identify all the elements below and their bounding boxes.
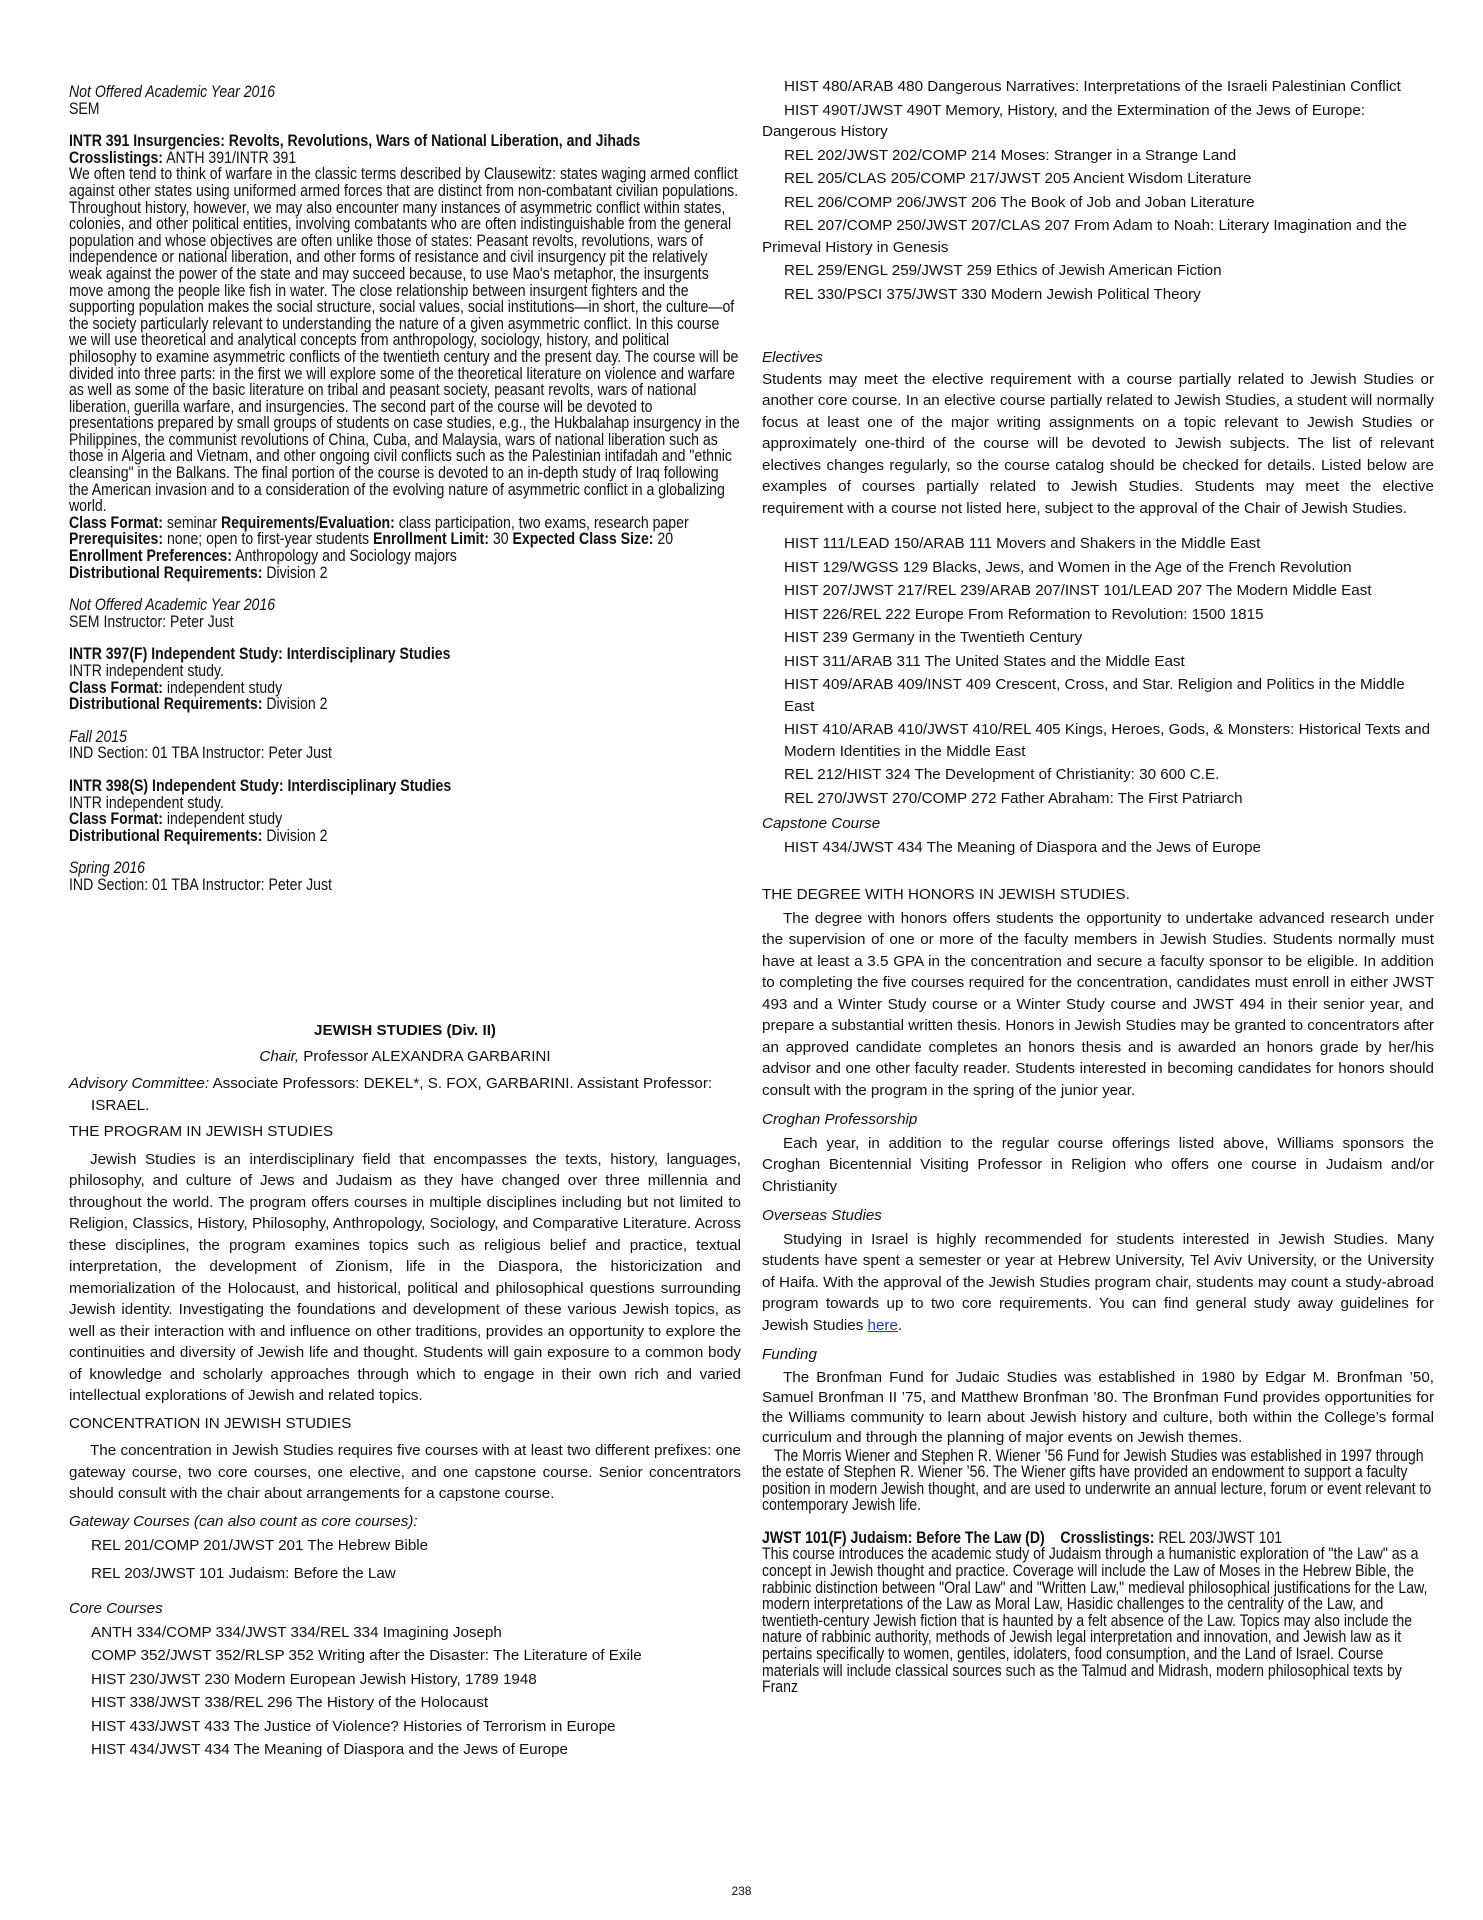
list-item: REL 270/JWST 270/COMP 272 Father Abraham: The First Patriarch xyxy=(784,789,1243,807)
program-heading: THE PROGRAM IN JEWISH STUDIES xyxy=(69,1123,334,1140)
format-code: SEM xyxy=(69,99,100,118)
advisory-committee xyxy=(69,1073,741,1116)
capstone-heading: Capstone Course xyxy=(762,815,881,832)
overseas-heading: Overseas Studies xyxy=(762,1207,882,1224)
list-item: REL 212/HIST 324 The Development of Christianity: 30 600 C.E. xyxy=(784,766,1220,783)
detail-label: Distributional Requirements: xyxy=(69,563,263,582)
concentration-text: The concentration in Jewish Studies requires five courses with at least two different prefixes: one gateway course, two core courses, one elective, and one capstone course. Senior concentrators should consult with the chair about arrangements for a capstone course. xyxy=(69,1442,741,1502)
funding-text: The Bronfman Fund for Judaic Studies was established in 1980 by Edgar M. Bronfman ’50, Samuel Bronfman II ’75, and Matthew Bronfman ’80. The Bronfman Fund provides opportunities for the Williams community to learn about Jewish history and culture, both within the College’s formal curriculum and through the planning of major events on Jewish themes. xyxy=(762,1368,1434,1446)
detail-value: Division 2 xyxy=(262,826,328,845)
list-item: REL 203/JWST 101 Judaism: Before the Law xyxy=(91,1564,396,1582)
course-title: JWST 101(F) Judaism: Before The Law (D) xyxy=(762,1528,1045,1547)
croghan-text: Each year, in addition to the regular course offerings listed above, Williams sponsors the Croghan Bicentennial Visiting Professor in Religion who offers one course in Judaism and/or Christianity xyxy=(762,1134,1434,1195)
gateway-heading: Gateway Courses (can also count as core courses): xyxy=(69,1512,418,1530)
study-away-link[interactable]: here xyxy=(867,1316,898,1334)
crosslistings-value: REL 203/JWST 101 xyxy=(1154,1528,1283,1547)
page-number: 238 xyxy=(731,1884,752,1898)
list-item: COMP 352/JWST 352/RLSP 352 Writing after the Disaster: The Literature of Exile xyxy=(91,1647,642,1664)
section-info: IND Section: 01 TBA Instructor: Peter Just xyxy=(69,875,332,894)
chair-line xyxy=(69,1046,741,1068)
term-label: Spring 2016 xyxy=(69,859,146,878)
detail-value: independent study xyxy=(163,678,283,697)
croghan-heading: Croghan Professorship xyxy=(762,1111,918,1128)
course-title-line xyxy=(762,1530,1433,1547)
list-item: REL 202/JWST 202/COMP 214 Moses: Stranger in a Strange Land xyxy=(784,146,1237,164)
list-item: REL 205/CLAS 205/COMP 217/JWST 205 Ancient Wisdom Literature xyxy=(784,170,1252,187)
honors-text: The degree with honors offers students the opportunity to undertake advanced research under the supervision of one or more of the faculty members in Jewish Studies. Students normally must have at least a 3.5 GPA in the concentration and secure a faculty sponsor to be eligible. In addition to completing the five courses required for the concentration, candidates must enroll in either JWST 493 and a Winter Study course or a Winter Study course and JWST 494 in their senior year, and prepare a substantial written thesis. Honors in Jewish Studies may be granted to concentrators after an approved candidate completes an honors thesis and is awarded an honors grade by her/his advisor and one other faculty reader. Students interested in becoming candidates for honors should consult with the program in the spring of the junior year. xyxy=(762,909,1434,1099)
overseas-text xyxy=(762,1229,1434,1337)
electives-heading: Electives xyxy=(762,349,823,366)
list-item: REL 207/COMP 250/JWST 207/CLAS 207 From Adam to Noah: Literary Imagination and the Primeval History in Genesis xyxy=(762,217,1407,256)
distributional-requirements xyxy=(69,565,740,582)
detail-label: Distributional Requirements: xyxy=(69,826,263,845)
term-label: Fall 2015 xyxy=(69,727,127,746)
list-item: HIST 410/ARAB 410/JWST 410/REL 405 Kings, Heroes, Gods, & Monsters: Historical Texts and Modern Identities in the Middle East xyxy=(784,721,1431,760)
left-column xyxy=(69,83,741,1758)
list-item: REL 206/COMP 206/JWST 206 The Book of Job and Joban Literature xyxy=(784,193,1255,211)
detail-label: Distributional Requirements: xyxy=(69,695,263,714)
detail-label: Enrollment Preferences: xyxy=(69,547,232,566)
advisory-label: Advisory Committee: xyxy=(69,1075,210,1092)
core-courses-continued xyxy=(762,76,1434,1448)
detail-label: Class Format: xyxy=(69,513,164,532)
distributional-requirements xyxy=(69,828,740,845)
overseas-body: Studying in Israel is highly recommended for students interested in Jewish Studies. Many students have spent a semester or year at Hebrew University, Tel Aviv University, or the University of Haifa. With the approval of the Jewish Studies program chair, students may count a study-abroad program towards up to two core requirements. You can find general study away guidelines for Jewish Studies xyxy=(762,1230,1434,1334)
course-description: INTR independent study. xyxy=(69,662,224,680)
list-item: HIST 433/JWST 433 The Justice of Violence? Histories of Terrorism in Europe xyxy=(91,1717,616,1735)
electives-text: Students may meet the elective requirement with a course partially related to Jewish Studies or another core course. In an elective course partially related to Jewish Studies, a student will normally focus at least one of the major writing assignments on a topic relevant to Jewish Studies or approximately one-third of the course will be devoted to Jewish subjects. The list of relevant electives changes regularly, so the course catalog should be checked for details. Listed below are examples of courses partially related to Jewish Studies. Students may meet the elective requirement with a course not listed here, subject to the approval of the Chair of Jewish Studies. xyxy=(762,370,1434,517)
list-item: HIST 434/JWST 434 The Meaning of Diaspora and the Jews of Europe xyxy=(784,838,1261,856)
detail-label: Expected Class Size: xyxy=(512,530,654,549)
list-item: HIST 239 Germany in the Twentieth Century xyxy=(784,629,1083,646)
right-column xyxy=(762,76,1434,1696)
class-format xyxy=(69,811,740,828)
list-item: REL 259/ENGL 259/JWST 259 Ethics of Jewish American Fiction xyxy=(784,262,1222,279)
funding-and-jwst101 xyxy=(762,1448,1433,1696)
detail-value: class participation, two exams, research paper xyxy=(394,513,689,532)
list-item: HIST 434/JWST 434 The Meaning of Diaspora and the Jews of Europe xyxy=(91,1741,568,1758)
crosslistings-label: Crosslistings: xyxy=(69,148,163,167)
intr-courses-block xyxy=(69,84,740,894)
list-item: HIST 490T/JWST 490T Memory, History, and the Extermination of the Jews of Europe: Dangerous History xyxy=(762,101,1366,140)
detail-value: 20 xyxy=(653,530,674,549)
list-item: HIST 338/JWST 338/REL 296 The History of the Holocaust xyxy=(91,1694,489,1711)
crosslistings-value: ANTH 391/INTR 391 xyxy=(162,148,297,167)
distributional-requirements xyxy=(69,696,740,713)
detail-value: Division 2 xyxy=(262,563,328,582)
course-details xyxy=(69,515,740,565)
department-heading: JEWISH STUDIES (Div. II) xyxy=(314,1022,496,1039)
honors-heading: THE DEGREE WITH HONORS IN JEWISH STUDIES. xyxy=(762,886,1130,903)
detail-value: seminar xyxy=(163,513,221,532)
overseas-end: . xyxy=(897,1316,903,1334)
list-item: HIST 129/WGSS 129 Blacks, Jews, and Women in the Age of the French Revolution xyxy=(784,558,1352,576)
list-item: HIST 207/JWST 217/REL 239/ARAB 207/INST 101/LEAD 207 The Modern Middle East xyxy=(784,582,1372,599)
list-item: HIST 480/ARAB 480 Dangerous Narratives: Interpretations of the Israeli Palestinian Conflict xyxy=(784,78,1401,95)
list-item: REL 201/COMP 201/JWST 201 The Hebrew Bible xyxy=(91,1537,429,1554)
funding-heading: Funding xyxy=(762,1346,817,1363)
term-label: Not Offered Academic Year 2016 xyxy=(69,596,276,615)
detail-value: 30 xyxy=(488,530,513,549)
detail-label: Requirements/Evaluation: xyxy=(220,513,395,532)
detail-label: Class Format: xyxy=(69,678,164,697)
list-item: ANTH 334/COMP 334/JWST 334/REL 334 Imagining Joseph xyxy=(91,1623,502,1641)
detail-label: Enrollment Limit: xyxy=(373,530,489,549)
jewish-studies-program xyxy=(69,1020,741,1761)
course-description: We often tend to think of warfare in the classic terms described by Clausewitz: states waging armed conflict against other states using uniformed armed forces that are distinct from non-combatant civilian populations. Throughout history, however, we may also encounter many instances of asymmetric conflict within states, colonies, and other political entities, involving combatants who are often indistinguishable from the general population and whose objectives are often unlike those of states: Peasant revolts, revolutions, wars of independence or national liberation, and other forms of resistance and civil insurgency pit the relatively weak against the power of the state and may succeed because, to use Mao's metaphor, the insurgents move among the people like fish in water. The close relationship between insurgent fighters and the supporting population makes the social structure, social values, social institutions—in short, the culture—of the society particularly relevant to understanding the nature of a given asymmetric conflict. In this course we will use theoretical and analytical concepts from anthropology, sociology, history, and political philosophy to examine asymmetric conflicts of the twentieth century and the present day. The course will be divided into three parts: in the first we will explore some of the theoretical literature on violence and warfare as well as some of the basic literature on tribal and peasant society, peasant revolts, wars of national liberation, guerilla warfare, and insurgencies. The second part of the course will be devoted to presentations prepared by small groups of students on case studies, e.g., the Hukbalahap insurgency in the Philippines, the communist revolutions of China, Cuba, and Malaysia, wars of national liberation such as those in Algeria and Vietnam, and other ongoing civil conflicts such as the Palestinian intifadah and "ethnic cleansing" in the Balkans. The final portion of the course is devoted to an in-depth study of Iraq following the American invasion and to a consideration of the evolving nature of asymmetric conflict in a globalizing world. xyxy=(69,165,740,516)
section-info: IND Section: 01 TBA Instructor: Peter Just xyxy=(69,744,332,763)
course-description: INTR independent study. xyxy=(69,793,224,812)
list-item: HIST 311/ARAB 311 The United States and the Middle East xyxy=(784,652,1185,670)
class-format xyxy=(69,680,740,697)
detail-label: Prerequisites: xyxy=(69,530,164,549)
course-description: This course introduces the academic study of Judaism through a humanistic exploration of "the Law" as a concept in Jewish thought and practice. Coverage will include the Law of Moses in the Hebrew Bible, the rabbinic distinction between "Oral Law" and "Written Law," medieval philosophical justifications for the Law, modern interpretations of the Law as Moral Law, Hasidic challenges to the centrality of the Law, and twentieth-century Jewish fiction that is haunted by a felt absence of the Law. Topics may also include the nature of rabbinic authority, methods of Jewish legal interpretation and innovation, and Jewish law as it pertains specifically to women, gentiles, idolaters, food consumption, and the Land of Israel. Course materials will include classical sources such as the Talmud and Midrash, modern philosophical texts by Franz xyxy=(762,1545,1428,1697)
chair-label: Chair, xyxy=(259,1047,300,1065)
list-item: HIST 226/REL 222 Europe From Reformation to Revolution: 1500 1815 xyxy=(784,605,1264,623)
crosslistings xyxy=(69,150,740,167)
list-item: HIST 409/ARAB 409/INST 409 Crescent, Cross, and Star. Religion and Politics in the Middle East xyxy=(784,676,1405,715)
funding-text-2: The Morris Wiener and Stephen R. Wiener ’56 Fund for Jewish Studies was established in 1997 through the estate of Stephen R. Wiener ’56. The Wiener gifts have provided an endowment to support a faculty position in modern Jewish thought, and are used to underwrite an annual lecture, forum or event relevant to contemporary Jewish life. xyxy=(762,1446,1432,1515)
detail-value: none; open to first-year students xyxy=(163,530,374,549)
list-item: HIST 230/JWST 230 Modern European Jewish History, 1789 1948 xyxy=(91,1670,537,1688)
core-heading: Core Courses xyxy=(69,1600,163,1617)
list-item: HIST 111/LEAD 150/ARAB 111 Movers and Shakers in the Middle East xyxy=(784,535,1261,552)
detail-value: independent study xyxy=(163,810,283,829)
crosslistings-label: Crosslistings: xyxy=(1044,1528,1155,1547)
chair-name: Professor ALEXANDRA GARBARINI xyxy=(299,1047,551,1065)
program-text: Jewish Studies is an interdisciplinary field that encompasses the texts, history, languages, philosophy, and culture of Jews and Judaism as they have changed over three millennia and throughout the world. The program offers courses in multiple disciplines including but not limited to Religion, Classics, History, Philosophy, Anthropology, Sociology, and Comparative Literature. Across these disciplines, the program examines topics such as religious belief and practice, textual interpretation, the development of Zionism, life in the Diaspora, the historicization and memorialization of the Holocaust, and historical, political and philosophical questions surrounding Jewish identity. Investigating the foundations and development of these various Jewish topics, as well as their interaction with and influence on other traditions, provides an opportunity to explore the continuities and diversity of Jewish life and thought. Students will gain exposure to a common body of knowledge and scholarly approaches through which to engage in their own rich and varied intellectual explorations of Jewish and related topics. xyxy=(69,1150,741,1404)
detail-value: Anthropology and Sociology majors xyxy=(231,547,457,566)
section-info: SEM Instructor: Peter Just xyxy=(69,612,234,631)
concentration-heading: CONCENTRATION IN JEWISH STUDIES xyxy=(69,1414,352,1432)
course-title: INTR 397(F) Independent Study: Interdisciplinary Studies xyxy=(69,645,451,664)
detail-label: Class Format: xyxy=(69,810,164,829)
course-title: INTR 398(S) Independent Study: Interdisciplinary Studies xyxy=(69,776,452,795)
list-item: REL 330/PSCI 375/JWST 330 Modern Jewish Political Theory xyxy=(784,285,1201,303)
advisory-members: Associate Professors: DEKEL*, S. FOX, GARBARINI. Assistant Professor: ISRAEL. xyxy=(91,1075,713,1114)
course-title: INTR 391 Insurgencies: Revolts, Revolutions, Wars of National Liberation, and Jihads xyxy=(69,132,641,151)
detail-value: Division 2 xyxy=(262,695,328,714)
term-label: Not Offered Academic Year 2016 xyxy=(69,83,276,101)
